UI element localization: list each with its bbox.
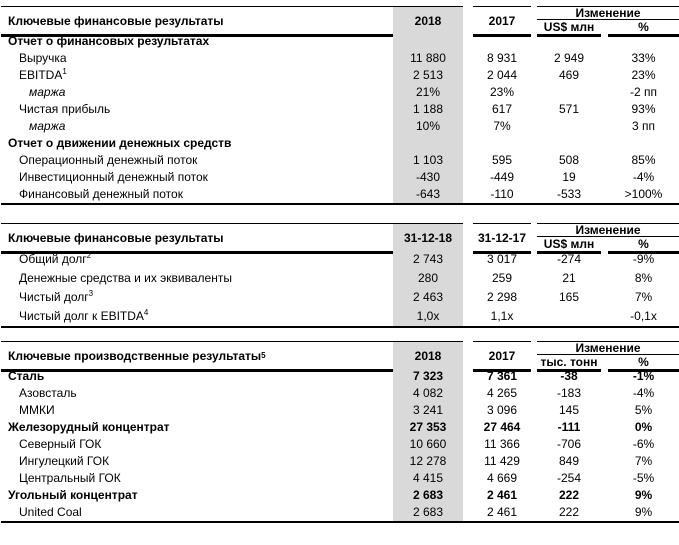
column-gap — [463, 402, 473, 419]
column-gap — [463, 487, 473, 504]
column-gap — [463, 504, 473, 521]
value-change-percent: 85% — [631, 153, 656, 167]
value-change-percent: -6% — [632, 437, 655, 451]
column-gap — [601, 419, 608, 436]
table-row — [1, 169, 679, 186]
column-header-change-percent: % — [608, 237, 679, 254]
value-prior-period: 595 — [491, 153, 513, 167]
column-gap — [463, 368, 473, 385]
row-label: Денежные средства и их эквиваленты — [19, 271, 232, 285]
table-row — [1, 67, 679, 84]
value-current-period — [393, 33, 463, 50]
value-current-period: 2 463 — [393, 288, 463, 307]
value-change-absolute — [537, 307, 601, 326]
value-prior-period: 2 044 — [486, 68, 518, 82]
column-gap — [601, 135, 608, 152]
row-label: Финансовый денежный поток — [19, 187, 183, 201]
value-change-percent: 9% — [634, 505, 653, 519]
column-header-change-percent: % — [608, 355, 679, 372]
column-gap — [463, 436, 473, 453]
table-row — [1, 269, 679, 288]
column-gap — [463, 118, 473, 135]
table-title: Ключевые производственные результаты 5 — [1, 341, 393, 372]
column-gap — [601, 101, 608, 118]
value-current-period: 11 880 — [393, 50, 463, 67]
column-gap — [601, 67, 608, 84]
row-label: Отчет о финансовых результатах — [8, 34, 210, 48]
value-prior-period: 617 — [491, 102, 513, 116]
value-prior-period: 7 361 — [486, 369, 518, 383]
column-gap — [601, 250, 608, 269]
column-header-change-percent: % — [608, 20, 679, 37]
value-current-period: -643 — [393, 186, 463, 203]
column-gap — [601, 186, 608, 203]
value-prior-period: 259 — [491, 271, 513, 285]
value-change-percent: -0,1x — [630, 309, 657, 323]
row-label: Железорудный концентрат — [8, 420, 170, 434]
value-change-absolute: 222 — [558, 488, 580, 502]
value-prior-period — [473, 33, 531, 50]
value-current-period: 10% — [393, 118, 463, 135]
column-gap — [601, 152, 608, 169]
value-current-period: 2 513 — [393, 67, 463, 84]
table-row — [1, 487, 679, 504]
value-change-absolute: 469 — [558, 68, 580, 82]
results-table — [1, 6, 679, 205]
table-row — [1, 101, 679, 118]
value-change-percent: 9% — [634, 488, 653, 502]
column-gap — [601, 470, 608, 487]
value-change-absolute: 145 — [558, 403, 580, 417]
value-current-period: 280 — [393, 269, 463, 288]
value-change-percent: -9% — [632, 252, 655, 266]
value-change-absolute: -533 — [556, 187, 582, 201]
value-prior-period: 2 461 — [486, 505, 518, 519]
value-prior-period: 11 429 — [484, 454, 520, 468]
value-prior-period: 11 366 — [484, 437, 520, 451]
footnote-marker: 3 — [88, 289, 94, 298]
value-current-period: 3 241 — [393, 402, 463, 419]
value-current-period: -430 — [393, 169, 463, 186]
value-current-period: 27 353 — [393, 419, 463, 436]
value-change-percent — [608, 135, 679, 152]
value-change-percent: >100% — [624, 187, 663, 201]
value-current-period: 10 660 — [393, 436, 463, 453]
table-row — [1, 470, 679, 487]
value-prior-period: -110 — [490, 187, 514, 201]
value-current-period: 12 278 — [393, 453, 463, 470]
column-gap — [601, 118, 608, 135]
table-title: Ключевые финансовые результаты — [1, 6, 393, 37]
table-row — [1, 50, 679, 67]
table-title: Ключевые финансовые результаты — [1, 223, 393, 254]
value-current-period: 21% — [393, 84, 463, 101]
value-current-period — [393, 135, 463, 152]
row-label: Отчет о движении денежных средств — [8, 136, 232, 150]
value-prior-period: 4 265 — [486, 386, 518, 400]
value-change-percent: 3 пп — [631, 119, 655, 133]
column-header-current-period: 2018 — [393, 341, 463, 372]
value-current-period: 2 683 — [393, 487, 463, 504]
table-header-row — [1, 341, 679, 368]
row-label: Северный ГОК — [19, 437, 102, 451]
column-gap — [601, 269, 608, 288]
table-row — [1, 385, 679, 402]
table-row — [1, 307, 679, 326]
table-row — [1, 33, 679, 50]
value-change-absolute: -183 — [556, 386, 582, 400]
row-label: Центральный ГОК — [19, 471, 121, 485]
column-gap — [463, 135, 473, 152]
value-change-absolute: -254 — [556, 471, 582, 485]
row-label: Инвестиционный денежный поток — [19, 170, 208, 184]
value-change-percent: 93% — [631, 102, 656, 116]
column-gap — [463, 385, 473, 402]
row-label: United Coal — [19, 505, 82, 519]
value-change-percent — [608, 33, 679, 50]
table-row — [1, 504, 679, 521]
table-row — [1, 118, 679, 135]
value-change-absolute: 849 — [558, 454, 580, 468]
value-change-percent: -2 пп — [630, 85, 657, 99]
row-label: Ингулецкий ГОК — [19, 454, 110, 468]
value-prior-period: -449 — [489, 170, 515, 184]
value-change-percent: -1% — [632, 369, 655, 383]
table-header-row — [1, 223, 679, 250]
value-change-absolute: -38 — [560, 369, 578, 383]
value-current-period: 1 188 — [393, 101, 463, 118]
value-current-period: 2 743 — [393, 250, 463, 269]
column-gap — [601, 487, 608, 504]
column-gap — [601, 453, 608, 470]
row-label: маржа — [29, 85, 66, 99]
table-row — [1, 436, 679, 453]
value-current-period: 7 323 — [393, 368, 463, 385]
column-gap — [601, 307, 608, 326]
column-gap — [463, 470, 473, 487]
value-change-percent: 23% — [631, 68, 656, 82]
column-gap — [463, 250, 473, 269]
value-current-period: 4 082 — [393, 385, 463, 402]
value-prior-period: 7% — [493, 119, 511, 133]
column-gap — [463, 419, 473, 436]
value-change-percent: -4% — [632, 386, 655, 400]
results-table — [1, 341, 679, 523]
table-row — [1, 84, 679, 101]
column-gap — [601, 504, 608, 521]
value-change-percent: 7% — [634, 290, 653, 304]
table-row — [1, 135, 679, 152]
column-gap — [463, 169, 473, 186]
table-row — [1, 419, 679, 436]
row-label: Азовсталь — [19, 386, 77, 400]
value-current-period: 1 103 — [393, 152, 463, 169]
table-row — [1, 152, 679, 169]
value-change-absolute: 222 — [558, 505, 580, 519]
column-header-current-period: 2018 — [393, 6, 463, 37]
results-table — [1, 223, 679, 328]
row-label: Выручка — [19, 51, 67, 65]
value-prior-period: 27 464 — [483, 420, 521, 434]
row-label: Чистая прибыль — [19, 102, 111, 116]
row-label: Сталь — [8, 369, 45, 383]
value-prior-period: 2 298 — [486, 290, 518, 304]
value-change-absolute: 19 — [562, 170, 576, 184]
row-label: Угольный концентрат — [8, 488, 138, 502]
column-gap — [601, 33, 608, 50]
value-change-absolute — [537, 135, 601, 152]
column-gap — [601, 50, 608, 67]
value-change-percent: -4% — [632, 170, 655, 184]
value-prior-period: 3 096 — [486, 403, 518, 417]
table-row — [1, 250, 679, 269]
column-header-prior-period: 31-12-17 — [473, 223, 531, 254]
table-body — [1, 368, 679, 521]
column-gap — [463, 453, 473, 470]
value-change-absolute: 508 — [558, 153, 580, 167]
column-gap — [463, 269, 473, 288]
table-row — [1, 402, 679, 419]
row-label: Чистый долг к EBITDA$^4$ — [19, 308, 149, 323]
column-gap — [463, 67, 473, 84]
column-header-change: Изменение — [537, 224, 679, 237]
value-change-percent: 7% — [634, 454, 653, 468]
row-label: Общий долг$^2$ — [19, 251, 92, 266]
value-change-percent: 0% — [634, 420, 653, 434]
value-change-absolute: -706 — [556, 437, 582, 451]
footnote-marker: 2 — [86, 251, 92, 260]
row-label: EBITDA$^1$ — [19, 67, 67, 82]
column-gap — [601, 436, 608, 453]
row-label: маржа — [29, 119, 66, 133]
table-body — [1, 250, 679, 326]
column-header-change-unit: US$ млн — [537, 237, 601, 254]
column-gap — [601, 385, 608, 402]
column-gap — [463, 33, 473, 50]
column-gap — [463, 186, 473, 203]
column-gap — [601, 402, 608, 419]
value-change-percent: 33% — [631, 51, 656, 65]
column-gap — [601, 84, 608, 101]
value-change-absolute — [537, 33, 601, 50]
column-gap — [601, 169, 608, 186]
footnote-marker: 4 — [143, 308, 149, 317]
value-change-percent: 5% — [634, 403, 653, 417]
row-label: Чистый долг$^3$ — [19, 289, 94, 304]
value-change-absolute: -274 — [556, 252, 582, 266]
column-gap — [463, 152, 473, 169]
column-header-current-period: 31-12-18 — [393, 223, 463, 254]
table-body — [1, 33, 679, 203]
column-gap — [601, 288, 608, 307]
column-gap — [463, 101, 473, 118]
value-prior-period: 8 931 — [486, 51, 518, 65]
value-prior-period: 23% — [489, 85, 515, 99]
value-change-absolute — [537, 84, 601, 101]
row-label: Операционный денежный поток — [19, 153, 198, 167]
value-change-absolute: 165 — [558, 290, 580, 304]
column-gap — [601, 368, 608, 385]
column-header-prior-period: 2017 — [473, 6, 531, 37]
value-change-absolute — [537, 118, 601, 135]
value-change-absolute: 571 — [558, 102, 580, 116]
value-change-absolute: -111 — [557, 420, 581, 434]
column-header-prior-period: 2017 — [473, 341, 531, 372]
column-header-change-unit: тыс. тонн — [537, 355, 601, 372]
table-row — [1, 368, 679, 385]
value-current-period: 2 683 — [393, 504, 463, 521]
value-current-period: 1,0x — [393, 307, 463, 326]
table-row — [1, 288, 679, 307]
value-prior-period: 4 669 — [486, 471, 518, 485]
value-prior-period: 1,1x — [490, 309, 514, 323]
column-header-change: Изменение — [537, 342, 679, 355]
column-header-change: Изменение — [537, 7, 679, 20]
value-prior-period: 2 461 — [486, 488, 518, 502]
column-header-change-unit: US$ млн — [537, 20, 601, 37]
value-change-percent: 8% — [634, 271, 653, 285]
footnote-marker: 1 — [62, 67, 67, 76]
table-row — [1, 186, 679, 203]
table-header-row — [1, 6, 679, 33]
value-change-absolute: 21 — [562, 271, 576, 285]
value-change-percent: -5% — [632, 471, 655, 485]
column-gap — [463, 307, 473, 326]
row-label: ММКИ — [19, 403, 55, 417]
column-gap — [463, 84, 473, 101]
table-row — [1, 453, 679, 470]
value-change-absolute: 2 949 — [553, 51, 585, 65]
column-gap — [463, 50, 473, 67]
value-prior-period — [473, 135, 531, 152]
column-gap — [463, 288, 473, 307]
value-current-period: 4 415 — [393, 470, 463, 487]
value-prior-period: 3 017 — [486, 252, 518, 266]
